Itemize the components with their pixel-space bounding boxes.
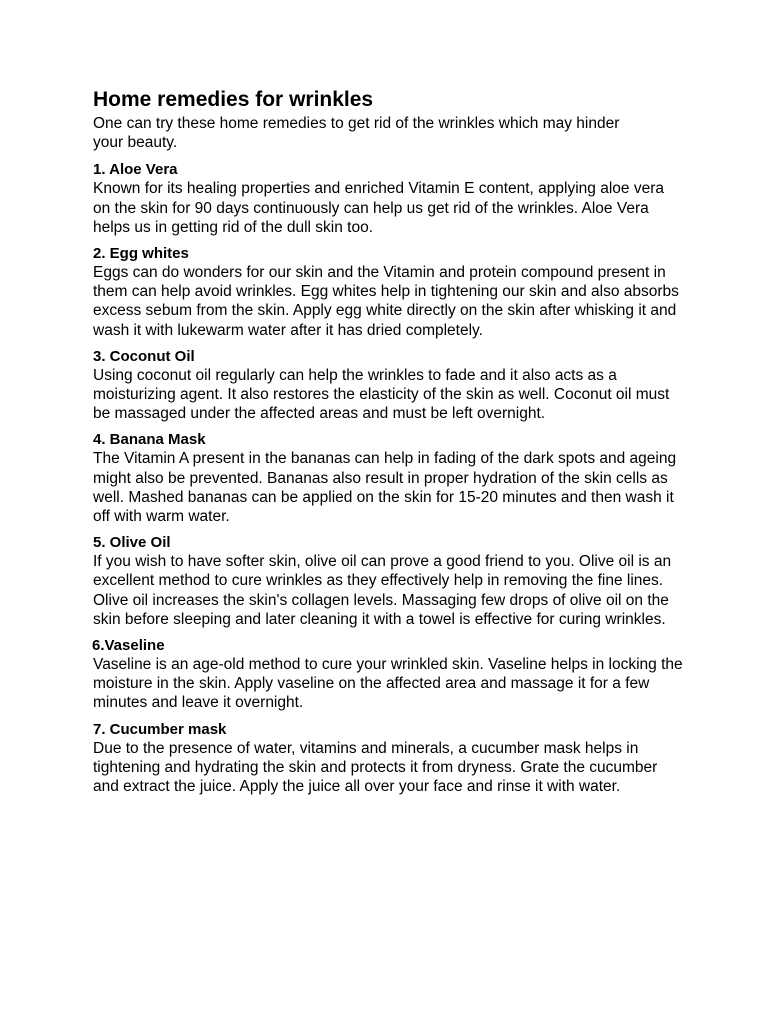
section-body: The Vitamin A present in the bananas can help in fading of the dark spots and ageing might also be prevented. Bananas also result in proper hydration of the skin cells as well. Mashed bananas can be applied on the skin for 15-20 minutes and then wash it off with warm water.	[93, 450, 677, 526]
section-heading: 7. Cucumber mask	[93, 720, 227, 738]
section-body: Due to the presence of water, vitamins and minerals, a cucumber mask helps in tightening and hydrating the skin and protects it from dryness. Grate the cucumber and extract the juice. Apply the juice all over your face and rinse it with water.	[93, 739, 658, 796]
section-body: Known for its healing properties and enriched Vitamin E content, applying aloe vera on the skin for 90 days continuously can help us get rid of the wrinkles. Aloe Vera helps us in getting rid of the dull skin too.	[93, 180, 664, 236]
section-heading: 3. Coconut Oil	[93, 347, 195, 365]
remedy-section-coconut-oil	[93, 347, 683, 424]
section-body: If you wish to have softer skin, olive oil can prove a good friend to you. Olive oil is an excellent method to cure wrinkles as they effectively help in removing the fine lines. Olive oil increases the skin's collagen levels. Massaging few drops of olive oil on the skin before sleeping and later cleaning it with a towel is effective for curing wrinkles.	[93, 553, 672, 628]
remedy-section-vaseline	[93, 636, 683, 713]
remedy-section-cucumber-mask	[93, 720, 683, 797]
remedy-section-olive-oil	[93, 533, 683, 629]
section-body: Vaseline is an age-old method to cure your wrinkled skin. Vaseline helps in locking the moisture in the skin. Apply vaseline on the affected area and massage it for a few minutes and leave it overnight.	[93, 656, 683, 712]
document-page	[93, 86, 683, 803]
section-heading: 4. Banana Mask	[93, 431, 206, 449]
remedy-section-egg-whites	[93, 244, 683, 340]
section-body: Using coconut oil regularly can help the wrinkles to fade and it also acts as a moisturizing agent. It also restores the elasticity of the skin as well. Coconut oil must be massaged under the affected areas and must be left overnight.	[93, 366, 670, 423]
remedy-section-banana-mask	[93, 430, 683, 526]
section-heading: 6.Vaseline	[92, 637, 165, 655]
section-heading: 5. Olive Oil	[93, 534, 171, 552]
section-body: Eggs can do wonders for our skin and the Vitamin and protein compound present in them can help avoid wrinkles. Egg whites help in tightening our skin and also absorbs excess sebum from the skin. Apply egg white directly on the skin after whisking it and wash it with lukewarm water after it has dried completely.	[93, 264, 679, 339]
document-title: Home remedies for wrinkles	[93, 88, 374, 111]
section-heading: 1. Aloe Vera	[93, 161, 178, 179]
document-intro: One can try these home remedies to get rid of the wrinkles which may hinder your beauty.	[93, 115, 620, 152]
remedy-section-aloe-vera	[93, 160, 683, 237]
section-heading: 2. Egg whites	[93, 245, 189, 263]
